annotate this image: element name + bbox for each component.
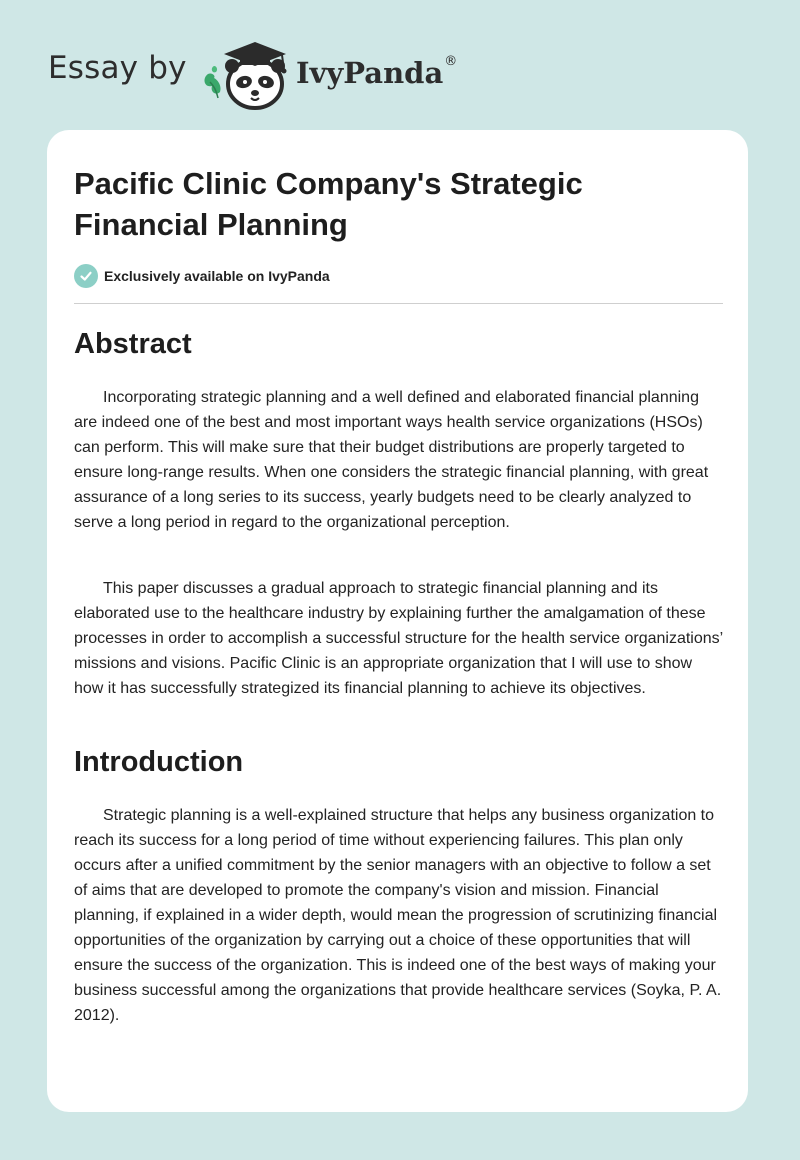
badge-label: Exclusively available on IvyPanda <box>104 268 330 284</box>
brand-name-text: IvyPanda <box>296 56 444 90</box>
page-title: Pacific Clinic Company's Strategic Financial Planning <box>74 166 583 242</box>
abstract-paragraph-1: Incorporating strategic planning and a well defined and elaborated financial planning are indeed one of the best and most important ways health service organizations (HSOs) can perform. This will make sure that their budget distributions are properly targeted to ensure long-range results. When one considers the strategic financial planning, with great assurance of a long series to its success, yearly budgets need to be clearly analyzed to serve a long period in regard to the organizational perception. <box>74 389 709 531</box>
exclusive-badge <box>74 264 330 288</box>
divider <box>74 303 723 304</box>
check-icon <box>74 264 98 288</box>
brand-name[interactable] <box>296 56 457 90</box>
section-heading-abstract: Abstract <box>74 328 192 360</box>
essay-by-label: Essay by <box>48 50 187 86</box>
registered-mark: ® <box>444 54 458 69</box>
ivy-leaf-icon <box>205 66 221 98</box>
introduction-paragraph-1: Strategic planning is a well-explained structure that helps any business organization to reach its success for a long period of time without experiencing failures. This plan only occurs after a unified commitment by the senior managers with an objective to follow a set of aims that are developed to promote the company's vision and mission. Financial planning, if explained in a wider depth, would mean the progression of scrutinizing financial opportunities of the organization by carrying out a choice of these opportunities that will ensure the success of the organization. This is indeed one of the best ways of making your business successful among the organizations that provide healthcare services (Soyka, P. A. 2012). <box>74 807 722 1024</box>
essay-card <box>47 130 748 1112</box>
abstract-paragraph-2: This paper discusses a gradual approach to strategic financial planning and its elaborated use to the healthcare industry by explaining further the amalgamation of these processes in order to accomplish a successful structure for the health service organizations’ missions and visions. Pacific Clinic is an appropriate organization that I will use to show how it has successfully strategized its financial planning to achieve its objectives. <box>74 580 723 697</box>
section-heading-introduction: Introduction <box>74 746 244 778</box>
panda-logo-icon[interactable] <box>200 36 300 110</box>
site-header <box>48 36 498 110</box>
